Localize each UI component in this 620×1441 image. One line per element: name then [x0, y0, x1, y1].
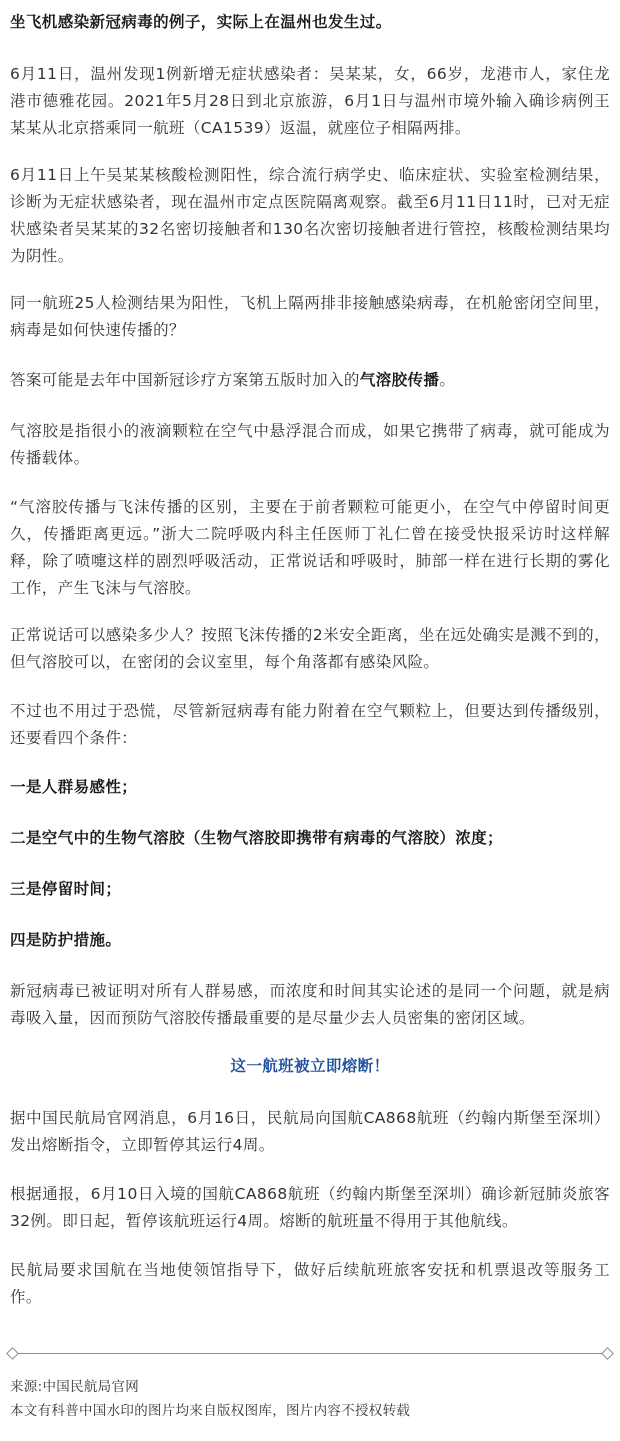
paragraph-news-1: 据中国民航局官网消息，6月16日，民航局向国航CA868航班（约翰内斯堡至深圳）发出熔断指令，立即暂停其运行4周。: [10, 1109, 610, 1154]
answer-prefix: 答案可能是去年中国新冠诊疗方案第五版时加入的: [10, 371, 360, 389]
answer-highlight: 气溶胶传播: [359, 371, 440, 389]
answer-paragraph: [10, 367, 610, 394]
paragraph-summary: 新冠病毒已被证明对所有人群易感，而浓度和时间其实论述的是同一个问题，就是病毒吸入量，因而预防气溶胶传播最重要的是尽量少去人员密集的密闭区域。: [10, 982, 610, 1027]
paragraph-quote: “气溶胶传播与飞沫传播的区别，主要在于前者颗粒可能更小，在空气中停留时间更久，传播距离更远。”浙大二院呼吸内科主任医师丁礼仁曾在接受快报采访时这样解释，除了喷嚏这样的剧烈呼吸活动，正常说话和呼吸时，肺部一样在进行长期的雾化工作，产生飞沫与气溶胶。: [10, 498, 610, 597]
intro-paragraph: 坐飞机感染新冠病毒的例子，实际上在温州也发生过。: [10, 13, 392, 31]
paragraph-aerosol: 气溶胶是指很小的液滴颗粒在空气中悬浮混合而成，如果它携带了病毒，就可能成为传播载体。: [10, 422, 610, 467]
paragraph-news-2: 根据通报，6月10日入境的国航CA868航班（约翰内斯堡至深圳）确诊新冠肺炎旅客32例。即日起，暂停该航班运行4周。熔断的航班量不得用于其他航线。: [10, 1185, 610, 1230]
footer-copyright: 本文有科普中国水印的图片均来自版权图库，图片内容不授权转载: [10, 1403, 411, 1419]
condition-2: 二是空气中的生物气溶胶（生物气溶胶即携带有病毒的气溶胶）浓度；: [10, 829, 503, 847]
section-title: 这一航班被立即熔断！: [230, 1057, 390, 1075]
answer-suffix: 。: [439, 371, 456, 389]
divider-line: [14, 1353, 606, 1354]
condition-4: 四是防护措施。: [10, 931, 122, 949]
condition-3: 三是停留时间；: [10, 880, 122, 898]
paragraph-talking: 正常说话可以感染多少人？按照飞沫传播的2米安全距离，坐在远处确实是溅不到的，但气溶胶可以，在密闭的会议室里，每个角落都有感染风险。: [10, 626, 610, 671]
paragraph-1: 6月11日，温州发现1例新增无症状感染者：吴某某，女，66岁，龙港市人，家住龙港市德雅花园。2021年5月28日到北京旅游，6月1日与温州市境外输入确诊病例王某某从北京搭乘同一航班（CA1539）返温，就座位子相隔两排。: [10, 65, 610, 137]
diamond-left-icon: [6, 1347, 19, 1360]
paragraph-conditions-intro: 不过也不用过于恐慌，尽管新冠病毒有能力附着在空气颗粒上，但要达到传播级别，还要看四个条件：: [10, 702, 610, 747]
footer-source: 来源:中国民航局官网: [10, 1379, 140, 1395]
diamond-right-icon: [601, 1347, 614, 1360]
footer-divider: [6, 1348, 614, 1360]
condition-1: 一是人群易感性；: [10, 778, 138, 796]
paragraph-2: 6月11日上午吴某某核酸检测阳性，综合流行病学史、临床症状、实验室检测结果，诊断为无症状感染者，现在温州市定点医院隔离观察。截至6月11日11时，已对无症状感染者吴某某的32名密切接触者和130名次密切接触者进行管控，核酸检测结果均为阴性。: [10, 166, 610, 265]
paragraph-3: 同一航班25人检测结果为阳性，飞机上隔两排非接触感染病毒，在机舱密闭空间里，病毒是如何快速传播的？: [10, 294, 610, 339]
paragraph-news-3: 民航局要求国航在当地使领馆指导下，做好后续航班旅客安抚和机票退改等服务工作。: [10, 1261, 610, 1306]
